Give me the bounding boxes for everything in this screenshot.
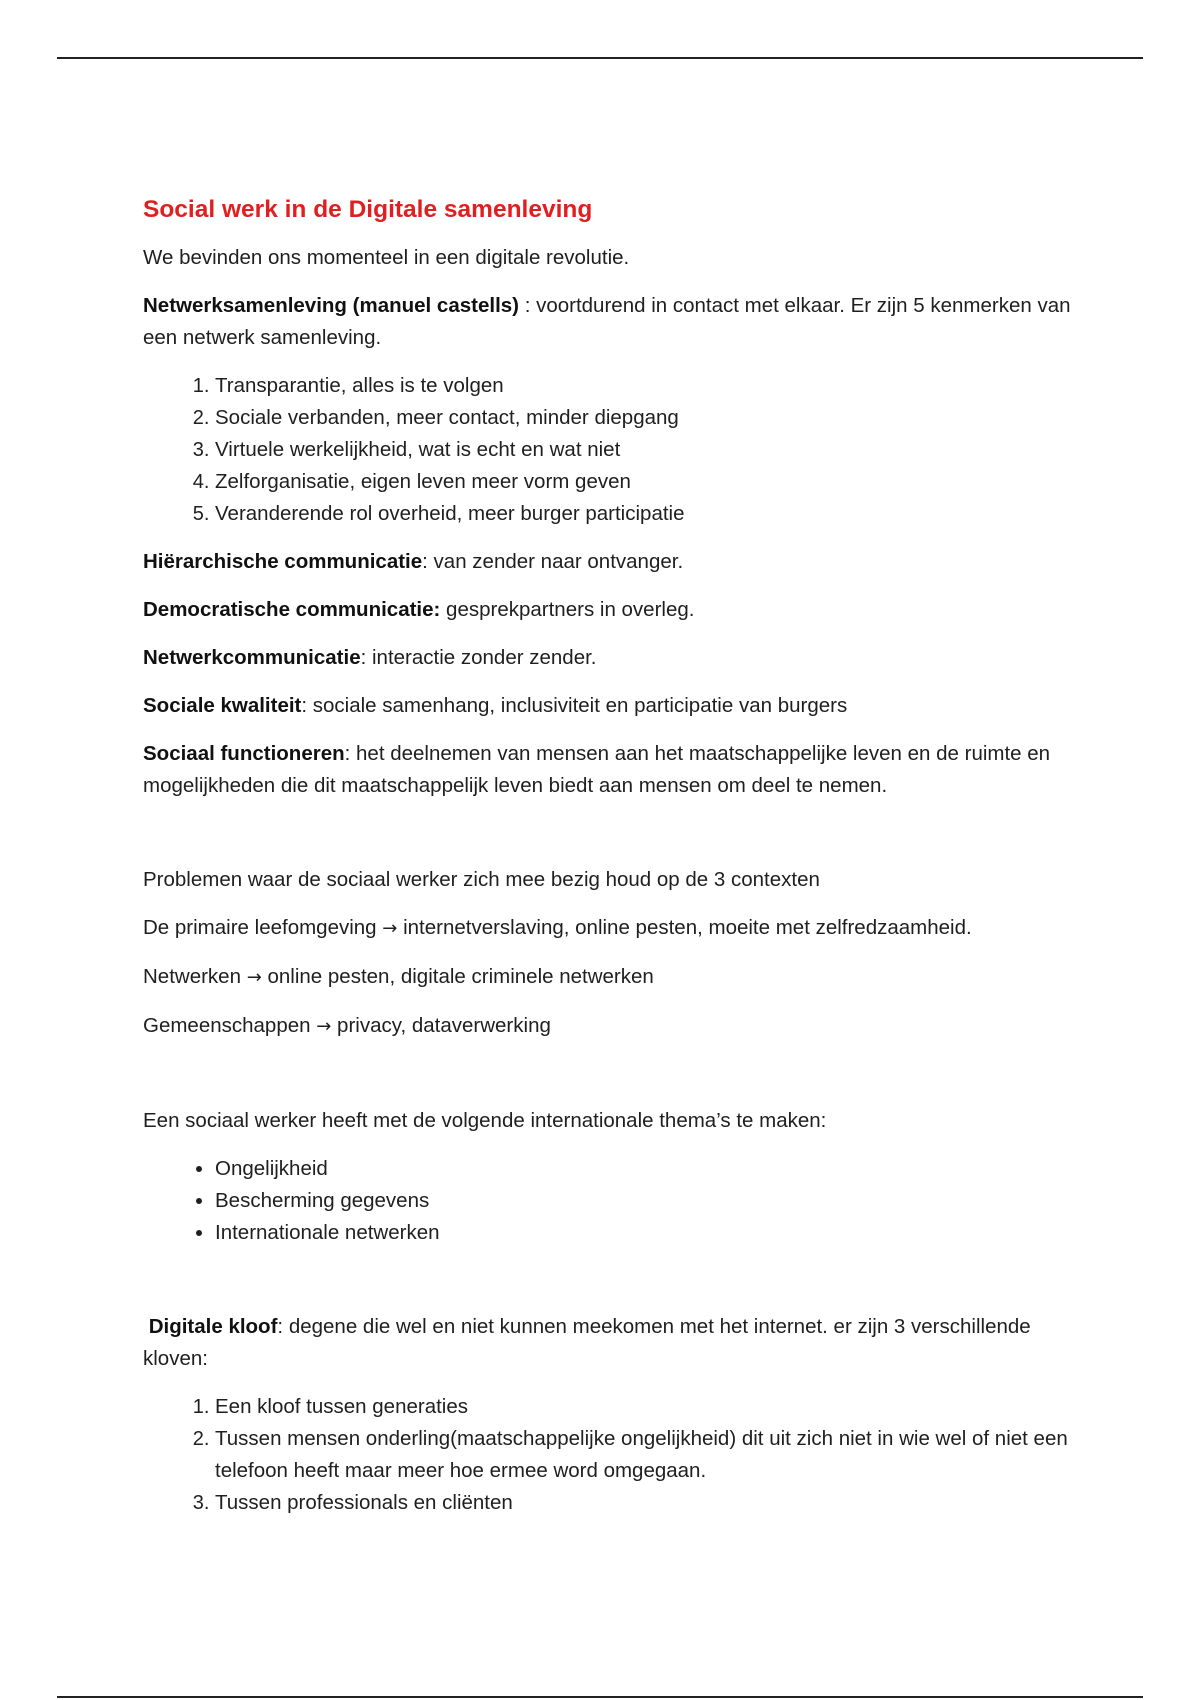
intro-paragraph: We bevinden ons momenteel in een digitale revolutie. — [143, 246, 630, 269]
list-item: 2. Tussen mensen onderling(maatschappelijke ongelijkheid) dit uit zich niet in wie wel of niet een telefoon heeft maar meer hoe ermee word omgegaan. — [215, 1423, 1083, 1487]
netwerk-term: Netwerksamenleving (manuel castells) — [143, 294, 519, 317]
netwerk-paragraph — [143, 290, 1083, 354]
context-text: internetverslaving, online pesten, moeite met zelfredzaamheid. — [403, 916, 972, 939]
context-primaire-leefomgeving — [143, 912, 1083, 945]
spacer — [143, 1265, 1083, 1311]
definition-sociaal-functioneren — [143, 738, 1083, 802]
list-item: 1. Een kloof tussen generaties — [215, 1391, 1083, 1423]
arrow-right-icon: → — [316, 1016, 332, 1037]
footer-rule — [57, 1696, 1143, 1698]
definition-text: : sociale samenhang, inclusiviteit en participatie van burgers — [301, 694, 848, 717]
spacer — [143, 1059, 1083, 1105]
definition-text: : interactie zonder zender. — [360, 646, 597, 669]
definition-text: gesprekpartners in overleg. — [440, 598, 695, 621]
spacer — [143, 818, 1083, 864]
definition-term: Hiërarchische communicatie — [143, 550, 423, 573]
definition-netwerkcommunicatie — [143, 642, 1083, 674]
list-item: 3. Tussen professionals en cliënten — [215, 1487, 1083, 1519]
list-item: 2. Sociale verbanden, meer contact, minder diepgang — [215, 402, 1083, 434]
list-item: 3. Virtuele werkelijkheid, wat is echt en wat niet — [215, 434, 1083, 466]
kloof-term: Digitale kloof — [148, 1315, 278, 1338]
arrow-right-icon: → — [382, 918, 398, 939]
context-label: Gemeenschappen — [143, 1014, 311, 1037]
themas-intro: Een sociaal werker heeft met de volgende internationale thema’s te maken: — [143, 1109, 827, 1132]
kenmerken-list — [143, 370, 1083, 530]
context-text: privacy, dataverwerking — [337, 1014, 551, 1037]
themas-list — [143, 1153, 1083, 1249]
context-label: De primaire leefomgeving — [143, 916, 377, 939]
context-label: Netwerken — [143, 965, 241, 988]
kloof-text: : degene die wel en niet kunnen meekomen met het internet. er zijn 3 verschillende kloven: — [143, 1315, 1031, 1370]
context-netwerken — [143, 961, 1083, 994]
list-item: • Internationale netwerken — [215, 1217, 1083, 1249]
definition-text: : het deelnemen van mensen aan het maatschappelijke leven en de ruimte en mogelijkheden die dit maatschappelijk leven biedt aan mensen om deel te nemen. — [143, 742, 1051, 797]
list-item: 5. Veranderende rol overheid, meer burger participatie — [215, 498, 1083, 530]
kloven-list — [143, 1391, 1083, 1519]
kloof-paragraph — [143, 1311, 1083, 1375]
arrow-right-icon: → — [246, 967, 262, 988]
problemen-intro: Problemen waar de sociaal werker zich mee bezig houd op de 3 contexten — [143, 868, 820, 891]
page-title: Social werk in de Digitale samenleving — [143, 196, 593, 223]
context-gemeenschappen — [143, 1010, 1083, 1043]
definition-hierarchisch — [143, 546, 1083, 578]
definition-text: : van zender naar ontvanger. — [422, 550, 684, 573]
definition-democratisch — [143, 594, 1083, 626]
list-item: • Bescherming gegevens — [215, 1185, 1083, 1217]
netwerk-text: : voortdurend in contact met elkaar. Er zijn 5 kenmerken van een netwerk samenleving. — [143, 294, 1071, 349]
definition-term: Democratische communicatie: — [143, 598, 441, 621]
header-rule — [57, 57, 1143, 59]
definition-sociale-kwaliteit — [143, 690, 1083, 722]
document-body — [143, 190, 1083, 1535]
context-text: online pesten, digitale criminele netwerken — [267, 965, 654, 988]
list-item: 1. Transparantie, alles is te volgen — [215, 370, 1083, 402]
definition-term: Sociale kwaliteit — [143, 694, 302, 717]
definition-term: Netwerkcommunicatie — [143, 646, 361, 669]
definition-term: Sociaal functioneren — [143, 742, 345, 765]
list-item: • Ongelijkheid — [215, 1153, 1083, 1185]
list-item: 4. Zelforganisatie, eigen leven meer vorm geven — [215, 466, 1083, 498]
